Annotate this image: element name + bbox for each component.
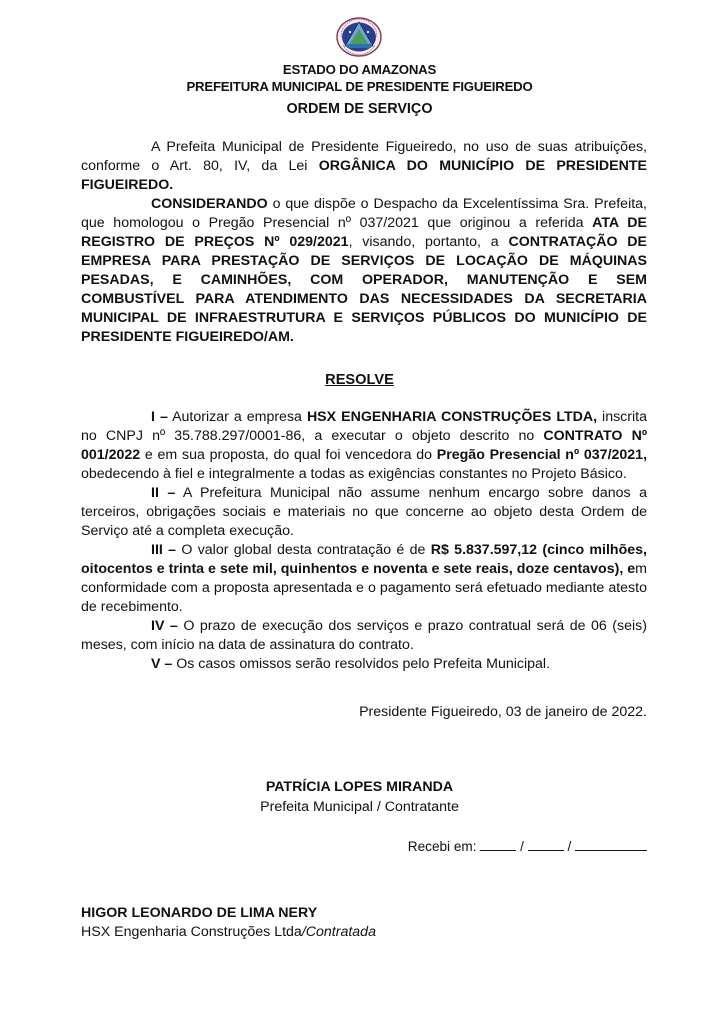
clause-text: O prazo de execução dos serviços e prazo contratual será de 06 (seis) meses, com início na data de assinatura do contrato. bbox=[81, 618, 647, 653]
received-month-blank[interactable] bbox=[528, 838, 564, 851]
resolve-clauses bbox=[81, 408, 647, 674]
clause-i bbox=[81, 408, 647, 484]
municipal-coat-of-arms-icon bbox=[333, 15, 385, 59]
preamble-text: o que dispõe o Despacho da Excelentíssima Sra. Prefeita, que homologou o Pregão Presencial nº 037/2021 que originou a referida bbox=[81, 196, 647, 231]
considering-label: CONSIDERANDO bbox=[151, 196, 268, 212]
clause-text: m conformidade com a proposta apresentada e o pagamento será efetuado mediante atesto de recebimento. bbox=[81, 561, 647, 615]
clause-iii bbox=[81, 541, 647, 617]
date-line: Presidente Figueiredo, 03 de janeiro de 2022. bbox=[359, 704, 647, 720]
state-name: ESTADO DO AMAZONAS bbox=[282, 62, 437, 77]
clause-numeral: V – bbox=[151, 656, 173, 672]
page-title: ORDEM DE SERVIÇO bbox=[286, 101, 433, 117]
clause-text: e em sua proposta, do qual foi vencedora do bbox=[140, 447, 437, 463]
clause-v bbox=[81, 655, 647, 674]
received-day-blank[interactable] bbox=[480, 838, 516, 851]
organic-law-reference: ORGÂNICA DO MUNICÍPIO DE PRESIDENTE FIGUEIREDO. bbox=[81, 158, 648, 193]
preamble bbox=[81, 138, 647, 347]
preamble-paragraph-2 bbox=[81, 195, 647, 347]
received-date-field bbox=[408, 838, 647, 854]
resolve-heading: RESOLVE bbox=[325, 372, 394, 388]
contracted-signatory-name: HIGOR LEONARDO DE LIMA NERY bbox=[81, 905, 318, 921]
date-separator: / bbox=[520, 839, 524, 854]
municipality-name: PREFEITURA MUNICIPAL DE PRESIDENTE FIGUEIREDO bbox=[186, 79, 533, 94]
contracted-role-label: /Contratada bbox=[301, 924, 376, 940]
clause-numeral: IV – bbox=[151, 618, 178, 634]
tender-number: Pregão Presencial nº 037/2021, bbox=[436, 447, 648, 463]
contractor-signatory-role: Prefeita Municipal / Contratante bbox=[260, 799, 459, 815]
clause-text: Autorizar a empresa bbox=[167, 409, 307, 425]
company-name: HSX ENGENHARIA CONSTRUÇÕES LTDA, bbox=[306, 409, 598, 425]
clause-numeral: II – bbox=[151, 485, 176, 501]
price-registry-reference: ATA DE REGISTRO DE PREÇOS Nº 029/2021 bbox=[81, 215, 647, 250]
contracted-company: HSX Engenharia Construções Ltda bbox=[81, 924, 302, 940]
clause-numeral: I – bbox=[151, 409, 168, 425]
preamble-paragraph-1 bbox=[81, 138, 647, 195]
received-year-blank[interactable] bbox=[575, 838, 647, 851]
contractor-signatory-name: PATRÍCIA LOPES MIRANDA bbox=[265, 779, 454, 795]
clause-text: A Prefeitura Municipal não assume nenhum encargo sobre danos a terceiros, obrigações sociais e materiais no que concerne ao objeto desta Ordem de Serviço até a completa execução. bbox=[81, 485, 647, 539]
contracted-signatory-role bbox=[81, 924, 376, 940]
contract-value: R$ 5.837.597,12 (cinco milhões, oitocentos e trinta e sete mil, quinhentos e noventa e sete reais, doze centavos), bbox=[81, 542, 647, 577]
preamble-text: , visando, portanto, a bbox=[348, 234, 509, 250]
clause-text: e bbox=[623, 561, 636, 577]
clause-numeral: III – bbox=[151, 542, 177, 558]
contract-object: CONTRATAÇÃO DE EMPRESA PARA PRESTAÇÃO DE SERVIÇOS DE LOCAÇÃO DE MÁQUINAS PESADAS, E CAMINHÕES, COM OPERADOR, MANUTENÇÃO E SEM COMBUSTÍVEL PARA ATENDIMENTO DAS NECESSIDADES DA SECRETARIA MUNICIPAL DE INFRAESTRUTURA E SERVIÇOS PÚBLICOS DO MUNICÍPIO DE PRESIDENTE FIGUEIREDO/AM. bbox=[81, 234, 647, 345]
received-label: Recebi em: bbox=[407, 839, 477, 854]
clause-text: Os casos omissos serão resolvidos pelo Prefeita Municipal. bbox=[172, 656, 551, 672]
date-separator: / bbox=[567, 839, 572, 854]
clause-text: inscrita no CNPJ nº 35.788.297/0001-86, a executar o objeto descrito no bbox=[81, 409, 647, 444]
clause-text: O valor global desta contratação é de bbox=[176, 542, 431, 558]
contract-number: CONTRATO Nº 001/2022 bbox=[81, 428, 647, 463]
clause-ii bbox=[81, 484, 647, 541]
preamble-text: A Prefeita Municipal de Presidente Figueiredo, no uso de suas atribuições, conforme o Art. 80, IV, da Lei bbox=[81, 139, 647, 174]
clause-text: obedecendo à fiel e integralmente a todas as exigências constantes no Projeto Básico. bbox=[81, 466, 627, 482]
clause-iv bbox=[81, 617, 647, 655]
